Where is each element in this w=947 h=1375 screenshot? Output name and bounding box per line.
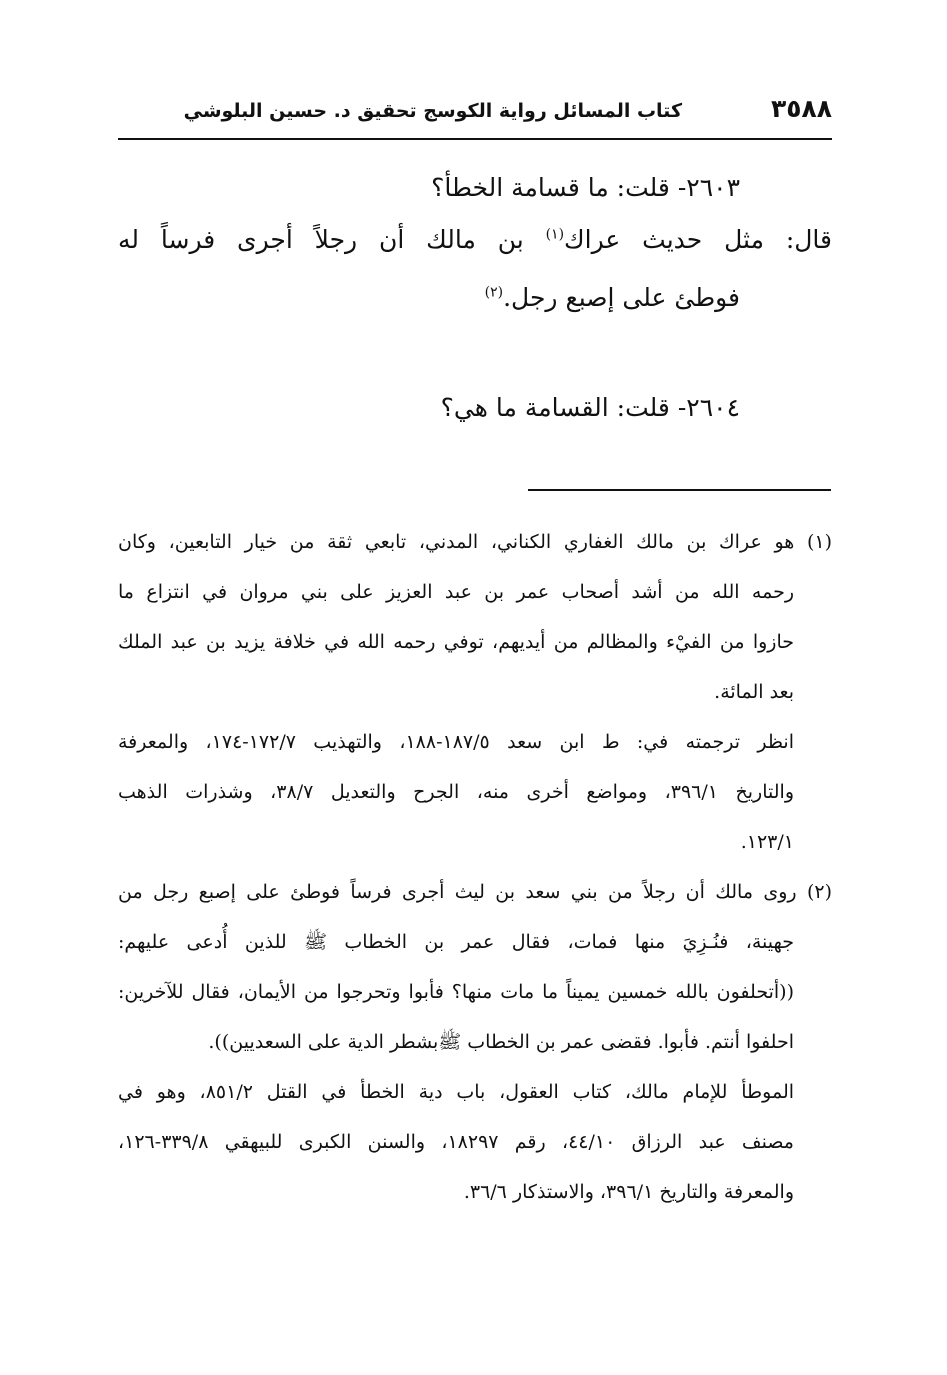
footnote-line: ١٢٣/١. (740, 831, 794, 853)
footnote-line: بعد المائة. (714, 681, 794, 703)
answer-text: فوطئ على إصبع رجل. (503, 283, 740, 312)
question-text: ٢٦٠٤- قلت: القسامة ما هي؟ (440, 393, 740, 422)
footnote-line: الموطأ للإمام مالك، كتاب العقول، باب دية الخطأ في القتل ٨٥١/٢، وهو في (118, 1081, 795, 1103)
footnote-1 (118, 517, 832, 867)
page-number: ٣٥٨٨ (770, 94, 832, 123)
footnotes (118, 517, 832, 1217)
footnote-line: (٢) روى مالك أن رجلاً من بني سعد بن ليث أجرى فرساً فوطئ على إصبع رجل من (118, 881, 832, 903)
footnote-separator (528, 489, 831, 491)
footnote-line: والتاريخ ٣٩٦/١، ومواضع أخرى منه، الجرح والتعديل ٣٨/٧، وشذرات الذهب (118, 781, 794, 803)
page-header (118, 88, 832, 140)
footnote-ref[interactable]: (١) (545, 226, 565, 243)
answer-text: بن مالك أن رجلاً أجرى فرساً له (118, 225, 546, 254)
answer-text: قال: مثل حديث عراك (564, 225, 832, 254)
answer-line (118, 274, 832, 322)
footnote-ref[interactable]: (٢) (484, 284, 504, 301)
footnote-line: احلفوا أنتم. فأبوا. فقضى عمر بن الخطاب ﷺبشطر الدية على السعديين)). (208, 1031, 794, 1053)
question-2603 (118, 164, 832, 322)
footnote-line: رحمه الله من أشد أصحاب عمر بن عبد العزيز على بني مروان في انتزاع ما (118, 581, 794, 603)
question-2604 (118, 384, 832, 432)
footnote-line: والمعرفة والتاريخ ٣٩٦/١، والاستذكار ٣٦/٦. (463, 1181, 794, 1203)
answer-line (118, 216, 832, 264)
footnote-line: حازوا من الفيْء والمظالم من أيديهم، توفي رحمه الله في خلافة يزيد بن عبد الملك (118, 631, 794, 653)
footnote-line: مصنف عبد الرزاق ٤٤/١٠، رقم ١٨٢٩٧، والسنن الكبرى للبيهقي ٣٣٩/٨-١٢٦، (118, 1131, 794, 1153)
question-text: ٢٦٠٣- قلت: ما قسامة الخطأ؟ (431, 173, 740, 202)
footnote-2 (118, 867, 832, 1217)
footnote-line: انظر ترجمته في: ط ابن سعد ١٨٧/٥-١٨٨، والتهذيب ١٧٢/٧-١٧٤، والمعرفة (118, 731, 794, 753)
footnote-line: جهينة، فنُـزِيَ منها فمات، فقال عمر بن الخطاب ﷺ للذين أُدعى عليهم: (118, 931, 794, 953)
footnote-line: ((أتحلفون بالله خمسين يميناً ما مات منها؟ فأبوا وتحرجوا من الأيمان، فقال للآخرين: (118, 981, 794, 1003)
footnote-line: (١) هو عراك بن مالك الغفاري الكناني، المدني، تابعي ثقة من خيار التابعين، وكان (118, 531, 832, 553)
running-title: كتاب المسائل رواية الكوسج تحقيق د. حسين البلوشي (183, 100, 682, 122)
